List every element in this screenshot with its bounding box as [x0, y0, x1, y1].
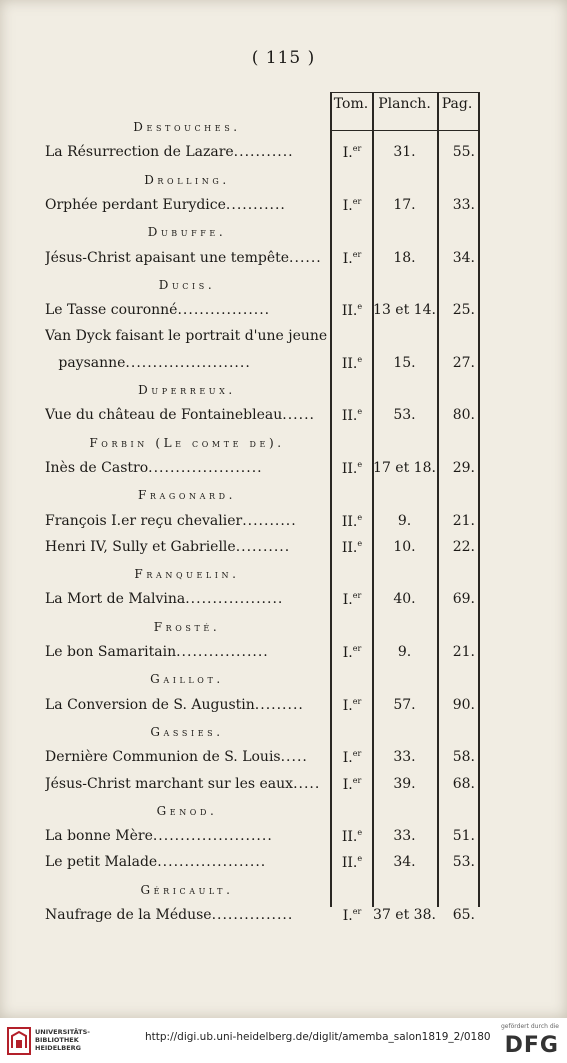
entry-tome-ordinal: er	[352, 591, 362, 600]
header-rule	[330, 130, 480, 131]
entry-tome-number: I.	[342, 198, 353, 214]
entry-tome-ordinal: er	[352, 197, 362, 206]
entry-plate: 53.	[393, 407, 416, 423]
entry-tome	[332, 591, 372, 608]
entry-tome	[332, 854, 372, 871]
funding-note: gefördert durch die	[501, 1023, 559, 1030]
entry-tome-ordinal: e	[357, 539, 363, 548]
entry-tome	[332, 407, 372, 424]
source-url-link[interactable]: http://digi.ub.uni-heidelberg.de/diglit/amemba_salon1819_2/0180	[145, 1031, 491, 1043]
entry-tome	[332, 644, 372, 661]
entry-page: 55.	[452, 144, 475, 160]
entry-plate: 57.	[393, 697, 416, 713]
entry-tome-number: I.	[342, 251, 353, 267]
leader-dots: .....	[280, 749, 308, 765]
author-heading: Frosté.	[153, 620, 221, 634]
entry-page: 21.	[452, 513, 475, 529]
entry-page: 65.	[452, 907, 475, 923]
entry-tome-number: II.	[341, 829, 358, 845]
leader-dots: ..........	[235, 539, 291, 555]
author-heading: Genod.	[156, 804, 218, 818]
entry-tome	[332, 144, 372, 161]
leader-dots: ...........	[225, 197, 286, 213]
entry-title: Jésus-Christ marchant sur les eaux	[45, 776, 294, 792]
entry-plate: 40.	[393, 591, 416, 607]
entry-title-cell	[45, 828, 327, 844]
entry-title-cell	[45, 591, 327, 607]
entry-title-cell	[45, 302, 327, 318]
entry-row	[44, 302, 480, 322]
author-heading: Fragonard.	[137, 488, 237, 502]
entry-page: 25.	[452, 302, 475, 318]
library-name-line-1: UNIVERSITÄTS-	[35, 1028, 90, 1036]
entry-tome-ordinal: er	[352, 749, 362, 758]
library-name-line-3: HEIDELBERG	[35, 1044, 82, 1052]
author-heading: Franquelin.	[134, 567, 240, 581]
entry-plate: 9.	[397, 644, 412, 660]
entry-tome-number: I.	[342, 698, 353, 714]
entry-title-cell	[45, 513, 327, 529]
entry-row	[44, 776, 480, 796]
entry-title: Le Tasse couronné	[45, 302, 178, 318]
entry-tome-number: II.	[341, 540, 358, 556]
entry-title-cell	[45, 539, 327, 555]
entry-title: Le petit Malade	[45, 854, 158, 870]
entry-plate: 15.	[393, 355, 416, 371]
entry-tome	[332, 197, 372, 214]
entry-title: La bonne Mère	[45, 828, 153, 844]
entry-plate: 17.	[393, 197, 416, 213]
entry-row	[44, 591, 480, 611]
author-heading: Duperreux.	[138, 383, 236, 397]
entry-tome-ordinal: er	[352, 644, 362, 653]
entry-plate: 31.	[393, 144, 416, 160]
entry-title-cell	[45, 460, 327, 476]
entry-title: La Mort de Malvina	[45, 591, 186, 607]
leader-dots: ......	[282, 407, 315, 423]
entry-row	[44, 355, 480, 375]
entry-plate: 13 et 14.	[373, 302, 436, 318]
entry-title: Orphée perdant Eurydice	[45, 197, 226, 213]
entry-page: 69.	[452, 591, 475, 607]
entry-row	[44, 407, 480, 427]
leader-dots: .................	[176, 644, 269, 660]
entry-tome	[332, 250, 372, 267]
entry-tome	[332, 776, 372, 793]
entry-page: 80.	[452, 407, 475, 423]
footer-bar	[0, 1018, 567, 1063]
entry-tome	[332, 697, 372, 714]
entry-tome-number: I.	[342, 645, 353, 661]
entry-row	[44, 828, 480, 848]
entry-tome-ordinal: e	[357, 302, 363, 311]
entry-plate: 39.	[393, 776, 416, 792]
entry-tome-ordinal: e	[357, 355, 363, 364]
entry-title: Inès de Castro	[45, 460, 149, 476]
leader-dots: ..................	[185, 591, 284, 607]
entry-plate: 33.	[393, 828, 416, 844]
leader-dots: ..........	[242, 513, 297, 529]
entry-tome-number: I.	[342, 777, 353, 793]
entry-title: Jésus-Christ apaisant une tempête	[45, 250, 290, 266]
author-heading: Dubuffe.	[147, 225, 227, 239]
entry-title: Dernière Communion de S. Louis	[45, 749, 281, 765]
library-name	[35, 1028, 90, 1052]
entry-tome-number: II.	[341, 356, 358, 372]
entry-tome-ordinal: e	[357, 513, 363, 522]
entry-row	[44, 144, 480, 164]
library-name-line-2: BIBLIOTHEK	[35, 1036, 79, 1044]
entry-tome-number: II.	[341, 514, 358, 530]
entry-tome	[332, 460, 372, 477]
entry-page: 29.	[452, 460, 475, 476]
entry-tome-ordinal: er	[352, 776, 362, 785]
entry-title-cell	[45, 749, 327, 765]
entry-page: 51.	[452, 828, 475, 844]
entry-tome-number: II.	[341, 303, 358, 319]
entry-tome-number: II.	[341, 461, 358, 477]
entry-row	[44, 513, 480, 533]
author-heading: Drolling.	[144, 173, 230, 187]
entry-title: Van Dyck faisant le portrait d'une jeune	[45, 328, 327, 344]
entry-tome-ordinal: er	[352, 144, 362, 153]
entry-page: 27.	[452, 355, 475, 371]
entry-page: 33.	[452, 197, 475, 213]
entry-page: 21.	[452, 644, 475, 660]
author-heading: Ducis.	[158, 278, 216, 292]
entry-title: Naufrage de la Méduse	[45, 907, 212, 923]
leader-dots: .................	[177, 302, 271, 318]
table-top-rule	[330, 92, 480, 93]
entry-title-cell	[45, 250, 327, 266]
entry-tome-ordinal: er	[352, 907, 362, 916]
entry-tome	[332, 907, 372, 924]
entry-title: paysanne	[45, 355, 126, 371]
entry-page: 90.	[452, 697, 475, 713]
author-heading: Forbin (Le comte de).	[89, 436, 285, 450]
leader-dots: ......................	[152, 828, 273, 844]
entry-tome-ordinal: er	[352, 250, 362, 259]
entry-tome	[332, 539, 372, 556]
leader-dots: ...............	[211, 907, 294, 923]
entry-title: François I.er reçu chevalier	[45, 513, 243, 529]
entry-tome	[332, 513, 372, 530]
entry-tome-number: II.	[341, 855, 358, 871]
entry-plate: 34.	[393, 854, 416, 870]
leader-dots: .......................	[125, 355, 251, 371]
leader-dots: ......	[289, 250, 322, 266]
column-header-tom: Tom.	[333, 96, 369, 112]
entry-plate: 18.	[393, 250, 416, 266]
entry-title: Le bon Samaritain	[45, 644, 177, 660]
entry-row	[44, 854, 480, 874]
entry-plate: 37 et 38.	[373, 907, 436, 923]
entry-row	[44, 197, 480, 217]
dfg-logo: DFG	[504, 1033, 559, 1058]
entry-tome	[332, 749, 372, 766]
author-heading: Géricault.	[140, 883, 234, 897]
entry-tome-number: I.	[342, 145, 353, 161]
entry-title-cell	[45, 644, 327, 660]
entry-tome	[332, 828, 372, 845]
entry-title: La Conversion de S. Augustin	[45, 697, 255, 713]
entry-row	[44, 250, 480, 270]
entry-plate: 10.	[393, 539, 416, 555]
entry-title-cell	[45, 907, 327, 923]
entry-row	[44, 907, 480, 927]
leader-dots: .....................	[148, 460, 263, 476]
entry-tome	[332, 355, 372, 372]
entry-tome-number: I.	[342, 592, 353, 608]
leader-dots: ...........	[233, 144, 294, 160]
entry-tome	[332, 302, 372, 319]
entry-tome-ordinal: e	[357, 828, 363, 837]
entry-title-cell	[45, 697, 327, 713]
entry-title-cell	[45, 776, 327, 792]
entry-title-cell	[45, 355, 327, 371]
entry-tome-ordinal: er	[352, 697, 362, 706]
leader-dots: .........	[254, 697, 304, 713]
leader-dots: ....................	[157, 854, 267, 870]
entry-title-cell	[45, 144, 327, 160]
entry-title: Vue du château de Fontainebleau	[45, 407, 283, 423]
entry-page: 53.	[452, 854, 475, 870]
entry-plate: 17 et 18.	[373, 460, 436, 476]
entry-title-cell	[45, 197, 327, 213]
entry-row	[44, 328, 480, 348]
entry-page: 68.	[452, 776, 475, 792]
entry-tome-ordinal: e	[357, 407, 363, 416]
leader-dots: .....	[293, 776, 321, 792]
entry-page: 34.	[452, 250, 475, 266]
author-heading: Destouches.	[133, 120, 241, 134]
entry-row	[44, 460, 480, 480]
entry-tome-ordinal: e	[357, 460, 363, 469]
entry-title-cell	[45, 407, 327, 423]
entry-row	[44, 539, 480, 559]
entry-title: La Résurrection de Lazare	[45, 144, 234, 160]
entry-row	[44, 644, 480, 664]
entry-page: 58.	[452, 749, 475, 765]
author-heading: Gaillot.	[150, 672, 224, 686]
entry-plate: 33.	[393, 749, 416, 765]
entry-title-cell	[45, 328, 327, 344]
entry-tome-number: I.	[342, 908, 353, 924]
entry-plate: 9.	[397, 513, 412, 529]
author-heading: Gassies.	[150, 725, 224, 739]
entry-tome-number: I.	[342, 750, 353, 766]
entry-row	[44, 749, 480, 769]
column-header-planch: Planch.	[378, 96, 431, 112]
entry-page: 22.	[452, 539, 475, 555]
entry-row	[44, 697, 480, 717]
entry-tome-number: II.	[341, 408, 358, 424]
entry-title: Henri IV, Sully et Gabrielle	[45, 539, 236, 555]
entry-title-cell	[45, 854, 327, 870]
entry-tome-ordinal: e	[357, 854, 363, 863]
column-header-pag: Pag.	[441, 96, 473, 112]
university-library-logo-icon	[6, 1026, 32, 1056]
page-number: ( 115 )	[251, 48, 316, 68]
